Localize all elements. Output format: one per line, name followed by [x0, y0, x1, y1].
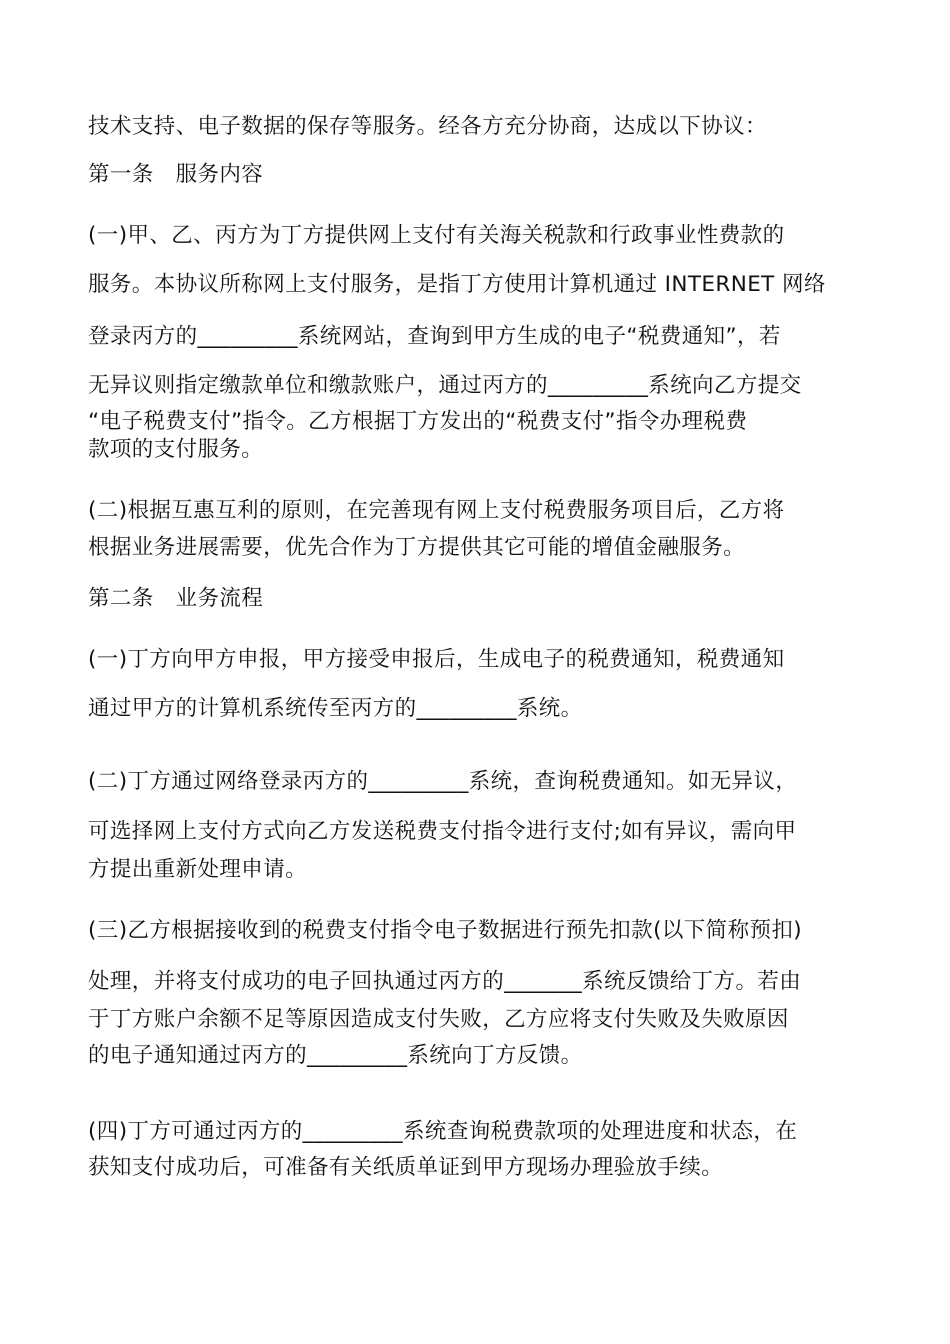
text-line: 于丁方账户余额不足等原因造成支付失败，乙方应将支付失败及失败原因	[88, 1007, 789, 1032]
text-line: 登录丙方的_________系统网站，查询到甲方生成的电子“税费通知”，若	[88, 324, 781, 349]
text-line: 技术支持、电子数据的保存等服务。经各方充分协商，达成以下协议：	[88, 114, 767, 139]
text-line: 方提出重新处理申请。	[88, 857, 308, 882]
text-line: 获知支付成功后，可准备有关纸质单证到甲方现场办理验放手续。	[88, 1155, 724, 1180]
text-line: 款项的支付服务。	[88, 437, 264, 462]
text-line: 根据业务进展需要，优先合作为丁方提供其它可能的增值金融服务。	[88, 535, 746, 560]
text-line: 处理，并将支付成功的电子回执通过丙方的_______系统反馈给丁方。若由	[88, 969, 802, 994]
text-line: (二)丁方通过网络登录丙方的_________系统，查询税费通知。如无异议，	[88, 769, 798, 794]
text-line: 无异议则指定缴款单位和缴款账户，通过丙方的_________系统向乙方提交	[88, 373, 802, 398]
text-line: 的电子通知通过丙方的_________系统向丁方反馈。	[88, 1043, 583, 1068]
text-line: 可选择网上支付方式向乙方发送税费支付指令进行支付;如有异议，需向甲	[88, 819, 797, 844]
section-heading-article-2: 第二条 业务流程	[88, 586, 264, 611]
text-line: “电子税费支付”指令。乙方根据丁方发出的“税费支付”指令办理税费	[88, 409, 748, 434]
text-line: (三)乙方根据接收到的税费支付指令电子数据进行预先扣款(以下简称预扣)	[88, 918, 803, 943]
text-line: (一)甲、乙、丙方为丁方提供网上支付有关海关税款和行政事业性费款的	[88, 223, 785, 248]
text-line: (四)丁方可通过丙方的_________系统查询税费款项的处理进度和状态，在	[88, 1119, 798, 1144]
text-line: 通过甲方的计算机系统传至丙方的_________系统。	[88, 696, 583, 721]
text-line: 服务。本协议所称网上支付服务，是指丁方使用计算机通过 INTERNET 网络	[88, 272, 826, 297]
text-line: (二)根据互惠互利的原则，在完善现有网上支付税费服务项目后，乙方将	[88, 498, 785, 523]
text-line: (一)丁方向甲方申报，甲方接受申报后，生成电子的税费通知，税费通知	[88, 647, 785, 672]
section-heading-article-1: 第一条 服务内容	[88, 162, 264, 187]
